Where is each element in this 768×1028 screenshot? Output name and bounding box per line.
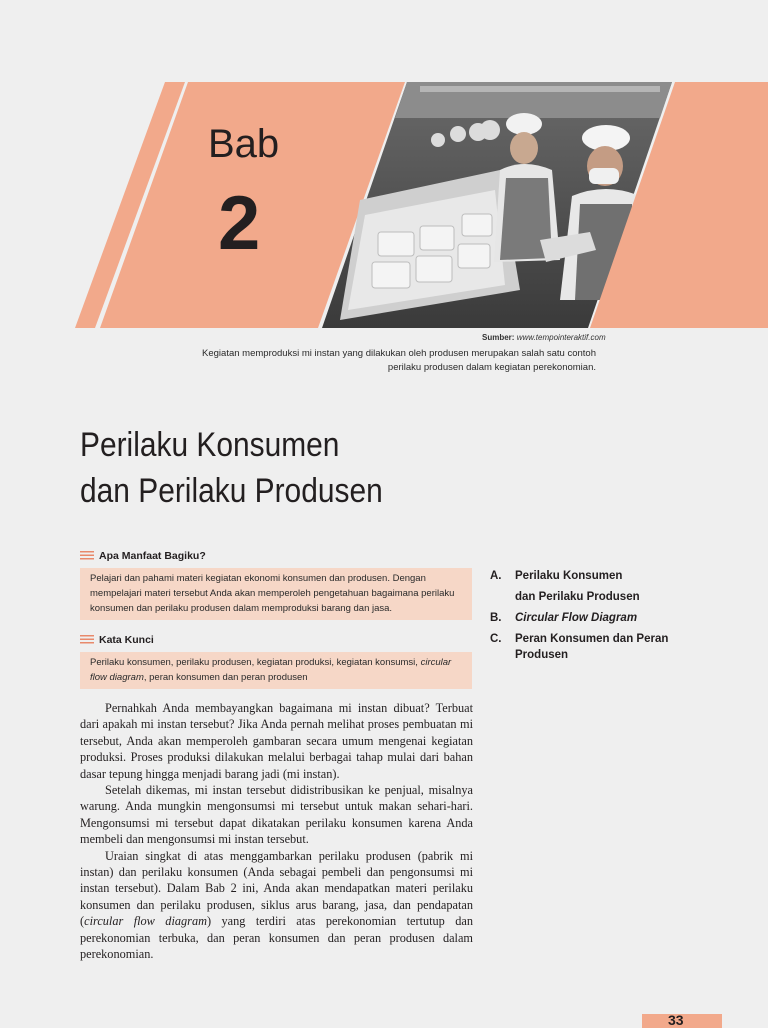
manfaat-heading-text: Apa Manfaat Bagiku? <box>99 550 206 562</box>
lines-icon <box>80 635 94 645</box>
chapter-number: 2 <box>218 181 261 266</box>
outline-line: dan Perilaku Produsen <box>515 591 640 603</box>
chapter-label: Bab <box>208 122 280 166</box>
kata-kunci-text-b: , peran konsumen dan peran produsen <box>143 672 308 683</box>
title-line-2: dan Perilaku Produsen <box>80 472 383 510</box>
outline-line: Perilaku Konsumen <box>515 570 623 582</box>
manfaat-box <box>80 568 472 620</box>
source-url: www.tempointeraktif.com <box>516 333 606 342</box>
outline-line: Circular Flow Diagram <box>515 612 638 624</box>
outline-item-a[interactable] <box>490 568 690 605</box>
kata-kunci-heading-text: Kata Kunci <box>99 634 154 646</box>
paragraph-3-a: Uraian singkat di atas menggambarkan perilaku produsen (pabrik mi instan) dan perilaku konsumen (Anda sebagai pembeli dan pengonsumsi mi instan tersebut). Dalam Bab 2 ini, Anda akan mendapatkan materi perilaku konsumen dan perilaku produsen, siklus arus barang, jasa, dan pendapatan ( <box>80 848 473 929</box>
paragraph-3-b: ) yang terdiri atas perekonomian tertutup dan perekonomian terbuka, dan peran konsumen dan peran produsen dalam perekonomian. <box>80 914 474 962</box>
paragraph-1: Pernahkah Anda membayangkan bagaimana mi instan dibuat? Terbuat dari apakah mi instan tersebut? Jika Anda pernah melihat proses pembuatan mi tersebut, Anda akan memperoleh gambaran secara umum mengenai kegiatan produksi. Proses produksi dilakukan melalui berbagai tahap mulai dari bahan dasar tepung hingga menjadi barang jadi (mi instan). <box>80 701 473 781</box>
outline-letter: B. <box>490 612 502 624</box>
kata-kunci-box <box>80 652 472 689</box>
caption-line-1: Kegiatan memproduksi mi instan yang dilakukan oleh produsen merupakan salah satu contoh <box>202 348 596 359</box>
paragraph-3 <box>80 848 473 963</box>
paragraph-2: Setelah dikemas, mi instan tersebut didistribusikan ke penjual, misalnya warung. Anda mungkin mengonsumsi mi tersebut untuk makan sehari-hari. Mengonsumsi mi tersebut dapat dikatakan perilaku konsumen karena Anda membeli dan mengonsumsi mi instan tersebut. <box>80 783 473 847</box>
photo-source <box>482 333 606 342</box>
kata-kunci-heading <box>80 634 154 646</box>
chapter-banner <box>0 0 768 340</box>
lines-icon <box>80 551 94 561</box>
manfaat-text: Pelajari dan pahami materi kegiatan ekonomi konsumen dan produsen. Dengan mempelajari materi tersebut Anda akan memperoleh pengetahuan bagaimana perilaku konsumen dan perilaku produsen dalam memproduksi barang dan jasa. <box>90 573 455 614</box>
chapter-outline <box>490 568 690 668</box>
outline-letter: C. <box>490 633 502 645</box>
outline-item-b[interactable] <box>490 610 690 626</box>
kata-kunci-italic: circular flow diagram <box>90 657 452 683</box>
source-label: Sumber: <box>482 333 515 342</box>
caption-line-2: perilaku produsen dalam kegiatan perekonomian. <box>387 362 596 373</box>
outline-letter: A. <box>490 570 502 582</box>
outline-line: Produsen <box>515 649 569 661</box>
outline-item-c[interactable] <box>490 631 690 663</box>
title-line-1: Perilaku Konsumen <box>80 426 340 464</box>
photo-caption <box>196 347 596 375</box>
paragraph-3-italic: circular flow diagram <box>84 914 207 929</box>
page-number: 33 <box>668 1012 684 1028</box>
manfaat-heading <box>80 550 206 562</box>
chapter-title <box>80 422 383 514</box>
intro-body <box>80 700 473 963</box>
outline-line: Peran Konsumen dan Peran <box>515 633 669 645</box>
kata-kunci-text-a: Perilaku konsumen, perilaku produsen, kegiatan produksi, kegiatan konsumsi, <box>90 657 421 668</box>
